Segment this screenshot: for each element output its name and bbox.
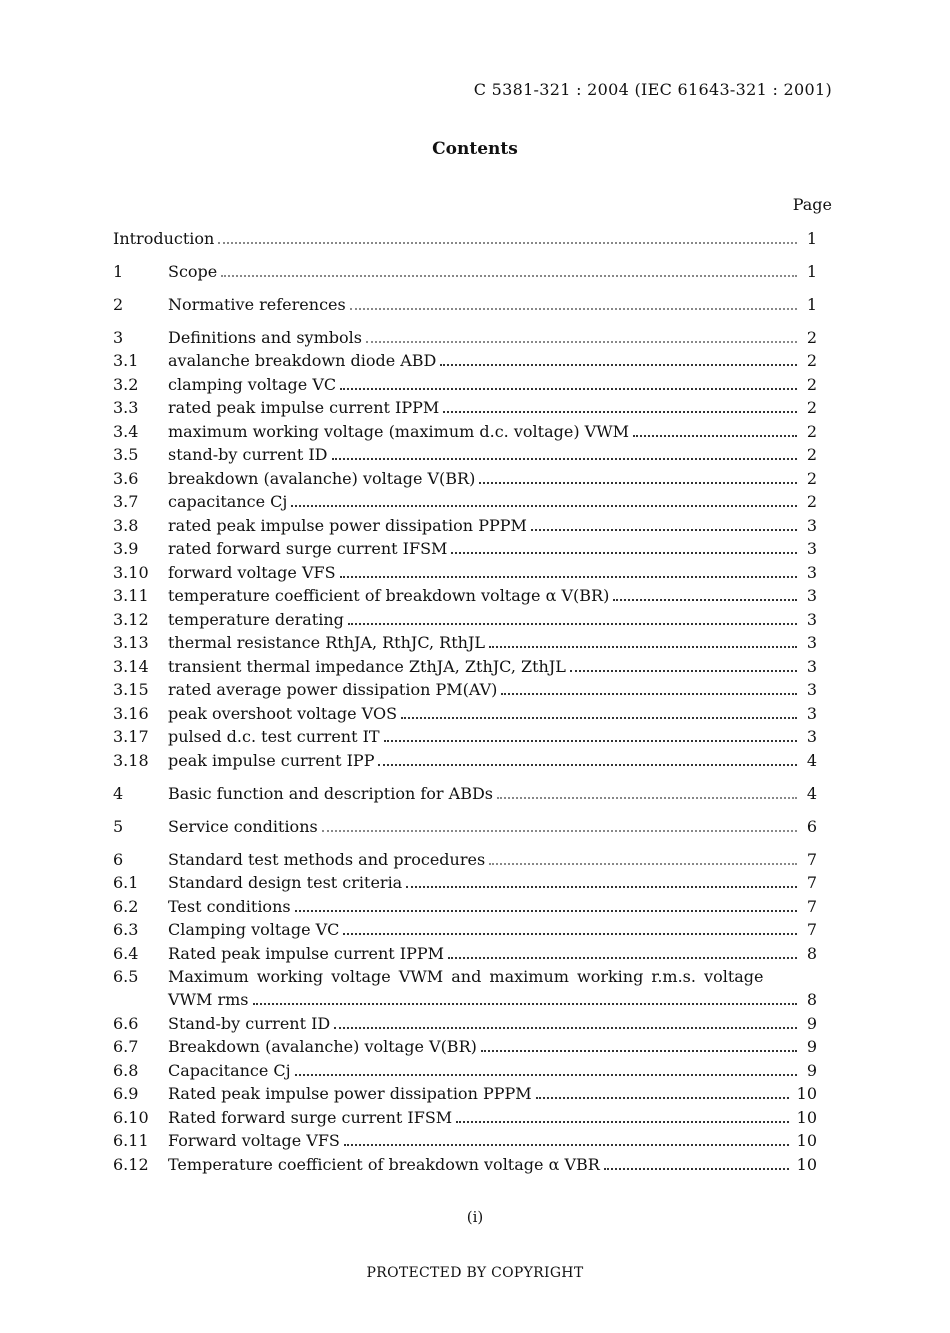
toc-entry-title: clamping voltage VC: [168, 375, 337, 394]
toc-entry[interactable]: [113, 1013, 817, 1035]
toc-entry-title: rated forward surge current IFSM: [168, 539, 448, 558]
toc-entry-page: 3: [806, 657, 817, 676]
toc-entry[interactable]: [113, 679, 817, 701]
toc-entry-page: 7: [806, 850, 817, 869]
dot-leader: [348, 623, 797, 625]
toc-entry[interactable]: [113, 397, 817, 419]
dot-leader: [332, 458, 798, 460]
toc-entry[interactable]: [113, 585, 817, 607]
toc-entry-title: rated average power dissipation PM(AV): [168, 680, 498, 699]
dot-leader: [489, 646, 797, 648]
toc-entry-title: temperature coefficient of breakdown voltage α V(BR): [168, 586, 610, 605]
dot-leader: [406, 886, 797, 888]
toc-entry-title-continued: VWM rms: [168, 990, 249, 1009]
toc-entry[interactable]: [113, 294, 817, 316]
toc-entry-number: 3.14: [113, 657, 149, 676]
toc-entry-page: 7: [806, 897, 817, 916]
toc-entry[interactable]: [113, 703, 817, 725]
dot-leader: [451, 552, 797, 554]
dot-leader: [378, 764, 797, 766]
toc-entry-number: 3.8: [113, 516, 139, 535]
toc-entry-page: 8: [806, 944, 817, 963]
dot-leader: [633, 435, 797, 437]
toc-entry-number: 3.4: [113, 422, 139, 441]
toc-entry-page: 7: [806, 873, 817, 892]
toc-entry-number: 3.3: [113, 398, 139, 417]
toc-entry-number: 4: [113, 784, 124, 803]
toc-entry-number: 5: [113, 817, 124, 836]
toc-entry-number: 3: [113, 328, 124, 347]
toc-entry-page: 10: [796, 1131, 817, 1150]
toc-entry[interactable]: [113, 374, 817, 396]
toc-entry-page: 4: [806, 751, 817, 770]
dot-leader: [497, 797, 797, 799]
toc-entry-number: 3.2: [113, 375, 139, 394]
toc-entry[interactable]: [113, 491, 817, 513]
toc-entry-page: 3: [806, 539, 817, 558]
copyright-notice: PROTECTED BY COPYRIGHT: [366, 1265, 584, 1281]
toc-entry[interactable]: [113, 783, 817, 805]
toc-entry-title: breakdown (avalanche) voltage V(BR): [168, 469, 476, 488]
dot-leader: [253, 1003, 798, 1005]
dot-leader: [443, 411, 797, 413]
toc-entry-number: 6: [113, 850, 124, 869]
toc-entry[interactable]: [113, 261, 817, 283]
toc-entry-page: 9: [806, 1014, 817, 1033]
toc-entry-title: capacitance Cj: [168, 492, 288, 511]
toc-entry-page: 10: [796, 1155, 817, 1174]
toc-entry-page: 3: [806, 727, 817, 746]
toc-entry-number: 1: [113, 262, 124, 281]
toc-entry[interactable]: [113, 444, 817, 466]
toc-entry[interactable]: [113, 1130, 817, 1152]
toc-entry-number: 3.13: [113, 633, 149, 652]
toc-entry-page: 2: [806, 445, 817, 464]
toc-entry-page: 6: [806, 817, 817, 836]
toc-entry-page: 1: [806, 229, 817, 248]
toc-entry[interactable]: [113, 816, 817, 838]
toc-entry-number: 3.16: [113, 704, 149, 723]
toc-entry[interactable]: [113, 656, 817, 678]
toc-entry-title: pulsed d.c. test current IT: [168, 727, 380, 746]
toc-entry-title: maximum working voltage (maximum d.c. voltage) VWM: [168, 422, 630, 441]
toc-entry-number: 3.6: [113, 469, 139, 488]
dot-leader: [295, 1074, 797, 1076]
toc-entry[interactable]: [113, 1060, 817, 1082]
toc-entry-title: Rated peak impulse power dissipation PPPM: [168, 1084, 532, 1103]
dot-leader: [604, 1168, 789, 1170]
dot-leader: [340, 576, 797, 578]
page-title: Contents: [432, 139, 518, 159]
toc-entry-number: 6.11: [113, 1131, 149, 1150]
dot-leader: [295, 910, 797, 912]
toc-entry-page: 2: [806, 398, 817, 417]
toc-entry-page: 2: [806, 492, 817, 511]
toc-entry-title: Capacitance Cj: [168, 1061, 291, 1080]
toc-entry-number: 6.12: [113, 1155, 149, 1174]
toc-entry[interactable]: [113, 538, 817, 560]
toc-entry[interactable]: [113, 943, 817, 965]
toc-entry[interactable]: [113, 1083, 817, 1105]
dot-leader: [481, 1050, 797, 1052]
toc-entry-page: 2: [806, 375, 817, 394]
toc-entry-page: 3: [806, 586, 817, 605]
toc-entry[interactable]: [113, 896, 817, 918]
dot-leader: [291, 505, 797, 507]
toc-entry-number: 6.2: [113, 897, 139, 916]
toc-entry[interactable]: [113, 1036, 817, 1058]
toc-entry-title: Test conditions: [168, 897, 291, 916]
toc-entry[interactable]: [113, 726, 817, 748]
toc-entry-page: 2: [806, 351, 817, 370]
toc-entry-continuation[interactable]: [113, 989, 817, 1011]
toc-entry-page: 3: [806, 610, 817, 629]
toc-entry-title: Maximum working voltage VWM and maximum working r.m.s. voltage: [168, 967, 764, 986]
toc-entry-title: Introduction: [113, 229, 215, 248]
toc-entry-number: 3.9: [113, 539, 139, 558]
toc-entry-title: transient thermal impedance ZthJA, ZthJC, ZthJL: [168, 657, 566, 676]
dot-leader: [344, 1144, 789, 1146]
toc-entry-number: 6.7: [113, 1037, 139, 1056]
toc-entry-page: 7: [806, 920, 817, 939]
toc-entry-page: 3: [806, 633, 817, 652]
toc-entry-introduction[interactable]: [113, 228, 817, 250]
dot-leader: [221, 275, 797, 277]
dot-leader: [322, 830, 797, 832]
dot-leader: [536, 1097, 789, 1099]
toc-entry-number: 3.1: [113, 351, 139, 370]
toc-entry-title: Scope: [168, 262, 218, 281]
toc-entry-page: 1: [806, 262, 817, 281]
toc-entry[interactable]: [113, 609, 817, 631]
toc-entry-page: 3: [806, 516, 817, 535]
toc-entry[interactable]: [113, 421, 817, 443]
toc-entry-number: 3.18: [113, 751, 149, 770]
toc-entry-title: Rated forward surge current IFSM: [168, 1108, 453, 1127]
toc-entry-number: 6.1: [113, 873, 139, 892]
toc-entry-number: 6.10: [113, 1108, 149, 1127]
toc-entry-title: Service conditions: [168, 817, 318, 836]
dot-leader: [531, 529, 797, 531]
page-number: (i): [466, 1208, 484, 1226]
toc-entry-page: 3: [806, 704, 817, 723]
toc-entry-number: 3.7: [113, 492, 139, 511]
dot-leader: [501, 693, 797, 695]
dot-leader: [366, 341, 797, 343]
toc-entry-page: 2: [806, 422, 817, 441]
toc-entry-title: Standard design test criteria: [168, 873, 403, 892]
toc-entry-title: stand-by current ID: [168, 445, 328, 464]
toc-entry-page: 2: [806, 469, 817, 488]
dot-leader: [340, 388, 797, 390]
document-identifier: C 5381-321 : 2004 (IEC 61643-321 : 2001): [473, 80, 832, 99]
toc-entry-page: 9: [806, 1037, 817, 1056]
dot-leader: [401, 717, 797, 719]
toc-entry-title: Normative references: [168, 295, 346, 314]
toc-entry-number: 3.12: [113, 610, 149, 629]
toc-entry-title: avalanche breakdown diode ABD: [168, 351, 437, 370]
toc-entry-number: 3.5: [113, 445, 139, 464]
toc-entry-number: 3.10: [113, 563, 149, 582]
toc-entry-title: forward voltage VFS: [168, 563, 336, 582]
toc-entry[interactable]: [113, 1107, 817, 1129]
toc-entry-number: 3.15: [113, 680, 149, 699]
toc-entry-title: Forward voltage VFS: [168, 1131, 340, 1150]
toc-entry-title: thermal resistance RthJA, RthJC, RthJL: [168, 633, 485, 652]
toc-entry-page: 1: [806, 295, 817, 314]
dot-leader: [384, 740, 797, 742]
toc-entry[interactable]: [113, 919, 817, 941]
toc-entry-page: 3: [806, 680, 817, 699]
toc-entry-page: 10: [796, 1108, 817, 1127]
toc-entry-title: peak overshoot voltage VOS: [168, 704, 398, 723]
toc-entry-title: rated peak impulse current IPPM: [168, 398, 440, 417]
toc-entry-title: Stand-by current ID: [168, 1014, 331, 1033]
toc-entry[interactable]: [113, 632, 817, 654]
dot-leader: [350, 308, 797, 310]
toc-entry[interactable]: [113, 468, 817, 490]
dot-leader: [448, 957, 797, 959]
toc-entry[interactable]: [113, 872, 817, 894]
dot-leader: [570, 670, 797, 672]
toc-entry-title: peak impulse current IPP: [168, 751, 375, 770]
toc-entry-number: 6.5: [113, 967, 139, 986]
dot-leader: [613, 599, 797, 601]
toc-entry-number: 3.17: [113, 727, 149, 746]
toc-entry-page: 9: [806, 1061, 817, 1080]
toc-entry-title: rated peak impulse power dissipation PPPM: [168, 516, 527, 535]
toc-entry[interactable]: [113, 327, 817, 349]
toc-entry-title: Temperature coefficient of breakdown voltage α VBR: [168, 1155, 600, 1174]
toc-entry-page: 2: [806, 328, 817, 347]
toc-entry[interactable]: [113, 849, 817, 871]
toc-entry[interactable]: [113, 350, 817, 372]
toc-entry-title: Rated peak impulse current IPPM: [168, 944, 445, 963]
dot-leader: [479, 482, 797, 484]
toc-entry-page: 10: [796, 1084, 817, 1103]
toc-entry-title: Clamping voltage VC: [168, 920, 340, 939]
dot-leader: [218, 242, 797, 244]
toc-entry-multiline[interactable]: [113, 966, 817, 988]
toc-entry-number: 3.11: [113, 586, 149, 605]
dot-leader: [440, 364, 797, 366]
toc-entry-page: 4: [806, 784, 817, 803]
toc-entry-title: temperature derating: [168, 610, 344, 629]
toc-entry-number: 6.3: [113, 920, 139, 939]
dot-leader: [343, 933, 797, 935]
toc-entry-title: Breakdown (avalanche) voltage V(BR): [168, 1037, 477, 1056]
toc-entry[interactable]: [113, 750, 817, 772]
toc-entry-number: 6.8: [113, 1061, 139, 1080]
toc-entry[interactable]: [113, 1154, 817, 1176]
toc-entry-number: 6.6: [113, 1014, 139, 1033]
toc-entry-number: 2: [113, 295, 124, 314]
toc-entry[interactable]: [113, 515, 817, 537]
toc-entry-number: 6.9: [113, 1084, 139, 1103]
toc-entry[interactable]: [113, 562, 817, 584]
page-column-label: Page: [792, 195, 832, 214]
dot-leader: [456, 1121, 789, 1123]
toc-entry-title: Definitions and symbols: [168, 328, 362, 347]
dot-leader: [489, 863, 797, 865]
toc-entry-title: Basic function and description for ABDs: [168, 784, 494, 803]
toc-entry-page: 3: [806, 563, 817, 582]
dot-leader: [334, 1027, 797, 1029]
toc-entry-page: 8: [806, 990, 817, 1009]
toc-entry-title: Standard test methods and procedures: [168, 850, 486, 869]
toc-entry-number: 6.4: [113, 944, 139, 963]
